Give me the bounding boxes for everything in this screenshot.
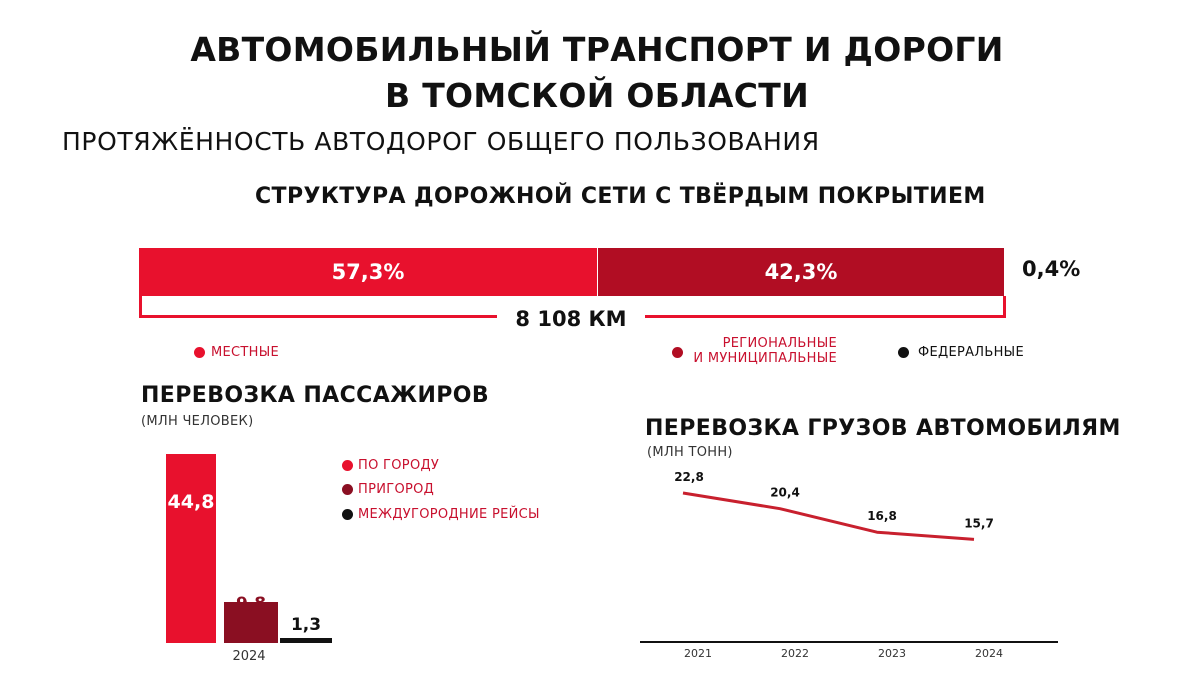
passengers-intercity-value: 1,3 [290, 615, 322, 635]
road-structure-title: СТРУКТУРА ДОРОЖНОЙ СЕТИ С ТВЁРДЫМ ПОКРЫТИЕМ [255, 184, 986, 209]
cargo-unit: (МЛН ТОНН) [647, 445, 733, 460]
cargo-year-label: 2022 [781, 647, 809, 660]
legend-regional-line-2: И МУНИЦИПАЛЬНЫЕ [693, 351, 837, 366]
road-federal-percent: 0,4% [1022, 257, 1081, 281]
legend-regional-line-1: РЕГИОНАЛЬНЫЕ [722, 336, 837, 351]
legend-local-label: МЕСТНЫЕ [211, 345, 280, 360]
page-title-line-2: В ТОМСКОЙ ОБЛАСТИ [385, 76, 809, 115]
legend-intercity-label: МЕЖДУГОРОДНИЕ РЕЙСЫ [358, 507, 540, 522]
legend-city-label: ПО ГОРОДУ [358, 458, 440, 473]
road-local-percent: 57,3% [331, 260, 405, 284]
passengers-year-label: 2024 [232, 649, 266, 664]
cargo-value-label: 20,4 [770, 485, 800, 500]
cargo-title: ПЕРЕВОЗКА ГРУЗОВ АВТОМОБИЛЯМ [645, 416, 1121, 441]
cargo-value-label: 16,8 [867, 509, 897, 524]
page-title-line-1: АВТОМОБИЛЬНЫЙ ТРАНСПОРТ И ДОРОГИ [190, 30, 1004, 69]
cargo-year-label: 2023 [878, 647, 906, 660]
page-subtitle: ПРОТЯЖЁННОСТЬ АВТОДОРОГ ОБЩЕГО ПОЛЬЗОВАНИЯ [62, 127, 820, 156]
cargo-year-label: 2021 [684, 647, 712, 660]
cargo-value-label: 15,7 [964, 516, 994, 531]
cargo-value-label: 22,8 [674, 469, 704, 484]
passengers-suburban-value: 9,8 [235, 594, 267, 614]
road-regional-percent: 42,3% [764, 260, 838, 284]
passengers-title: ПЕРЕВОЗКА ПАССАЖИРОВ [141, 383, 490, 408]
cargo-year-label: 2024 [975, 647, 1003, 660]
passengers-unit: (МЛН ЧЕЛОВЕК) [141, 414, 254, 429]
cargo-series-line [683, 493, 974, 539]
road-total-length: 8 108 КМ [497, 306, 645, 332]
passengers-city-value: 44,8 [167, 491, 215, 513]
legend-suburban-label: ПРИГОРОД [358, 482, 435, 497]
legend-federal-label: ФЕДЕРАЛЬНЫЕ [918, 345, 1024, 360]
